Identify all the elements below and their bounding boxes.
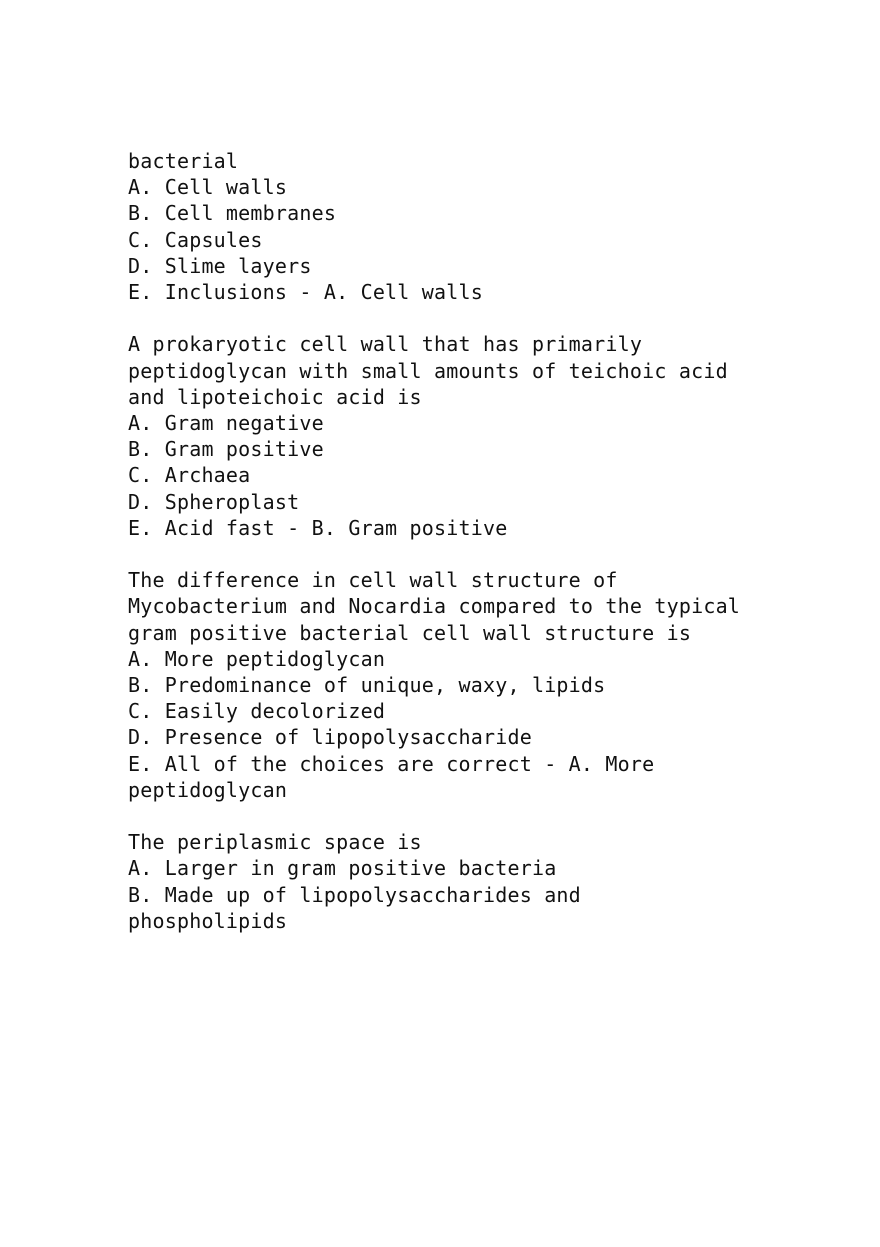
option-a: A. Larger in gram positive bacteria xyxy=(128,856,557,881)
question-block-3 xyxy=(128,567,828,803)
option-d: D. Slime layers xyxy=(128,253,312,278)
question-text-line: Mycobacterium and Nocardia compared to the typical xyxy=(128,594,741,619)
question-text-line: gram positive bacterial cell wall structure is xyxy=(128,620,692,645)
question-block-2 xyxy=(128,331,828,541)
option-a: A. Gram negative xyxy=(128,411,324,436)
answer-continuation: peptidoglycan xyxy=(128,777,288,802)
question-text-line: peptidoglycan with small amounts of teichoic acid xyxy=(128,358,728,383)
option-b-continuation: phospholipids xyxy=(128,908,288,933)
question-text-line: The periplasmic space is xyxy=(128,830,422,855)
option-b: B. Cell membranes xyxy=(128,201,337,226)
option-d: D. Presence of lipopolysaccharide xyxy=(128,725,532,750)
option-d: D. Spheroplast xyxy=(128,489,300,514)
option-b: B. Gram positive xyxy=(128,437,324,462)
document-body xyxy=(128,148,828,960)
option-e-with-answer: E. All of the choices are correct - A. More xyxy=(128,751,655,776)
option-c: C. Capsules xyxy=(128,227,263,252)
text-line: bacterial xyxy=(128,149,239,173)
option-c: C. Archaea xyxy=(128,463,251,488)
question-block-1 xyxy=(128,148,828,305)
option-a: A. Cell walls xyxy=(128,175,288,200)
option-e-with-answer: E. Inclusions - A. Cell walls xyxy=(128,280,483,305)
option-b: B. Made up of lipopolysaccharides and xyxy=(128,882,581,907)
option-b: B. Predominance of unique, waxy, lipids xyxy=(128,673,606,698)
question-text-line: A prokaryotic cell wall that has primarily xyxy=(128,332,643,357)
option-a: A. More peptidoglycan xyxy=(128,646,386,671)
question-text-line: The difference in cell wall structure of xyxy=(128,568,618,593)
option-c: C. Easily decolorized xyxy=(128,699,386,724)
option-e-with-answer: E. Acid fast - B. Gram positive xyxy=(128,515,508,540)
question-block-4 xyxy=(128,829,828,934)
question-text-line: and lipoteichoic acid is xyxy=(128,384,422,409)
